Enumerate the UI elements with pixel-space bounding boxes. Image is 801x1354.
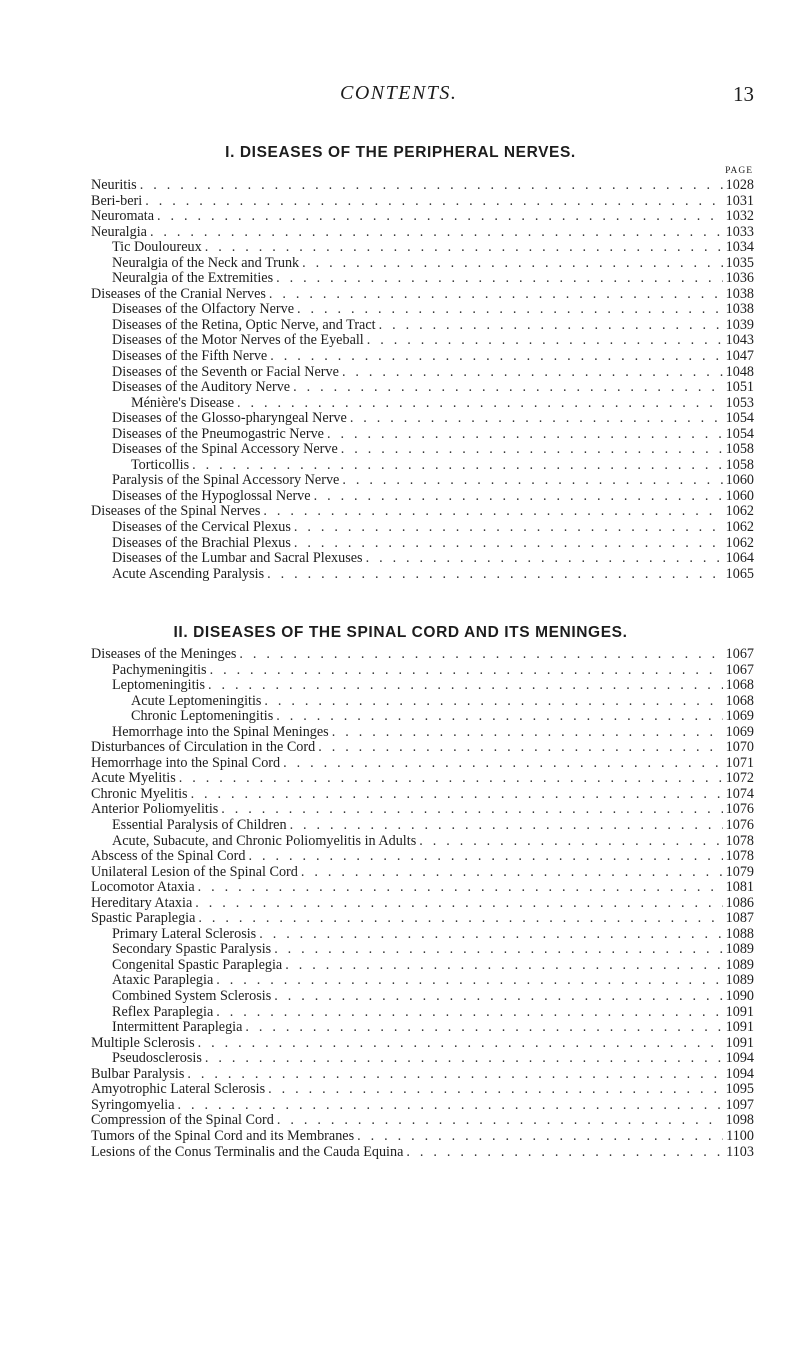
toc-entry-page-number: 1091 (725, 1035, 754, 1051)
toc-entry-title: Chronic Leptomeningitis (131, 709, 274, 725)
toc-entry-page-number: 1086 (725, 895, 754, 911)
dot-leader (297, 302, 723, 318)
toc-entry (91, 551, 754, 567)
toc-entry-page-number: 1062 (725, 504, 754, 520)
toc-entry-title: Diseases of the Cervical Plexus (112, 520, 291, 536)
toc-entry-title: Abscess of the Spinal Cord (91, 849, 246, 865)
toc-entry-title: Diseases of the Cranial Nerves (91, 286, 266, 302)
toc-entry (91, 973, 754, 989)
toc-entry (91, 365, 754, 381)
toc-entry-page-number: 1035 (725, 255, 754, 271)
toc-entry (91, 271, 754, 287)
dot-leader (314, 489, 723, 505)
dot-leader (293, 380, 723, 396)
toc-entry-page-number: 1081 (725, 880, 754, 896)
toc-entry-page-number: 1062 (725, 520, 754, 536)
dot-leader (294, 536, 723, 552)
dot-leader (267, 567, 723, 583)
toc-entry-title: Reflex Paraplegia (112, 1004, 214, 1020)
dot-leader (198, 880, 723, 896)
toc-entry-title: Acute Leptomeningitis (131, 693, 262, 709)
toc-entry-page-number: 1078 (725, 833, 754, 849)
toc-entry-page-number: 1091 (725, 1020, 754, 1036)
toc-entry-title: Diseases of the Brachial Plexus (112, 535, 291, 551)
toc-entry-title: Neuritis (91, 178, 137, 193)
toc-entry-title: Diseases of the Seventh or Facial Nerve (112, 364, 339, 380)
dot-leader (245, 1020, 722, 1036)
toc-entry (91, 896, 754, 912)
toc-entry (91, 865, 754, 881)
toc-entry-page-number: 1072 (725, 771, 754, 787)
toc-entry (91, 209, 754, 225)
toc-entry (91, 318, 754, 334)
toc-entry-title: Neuralgia of the Extremities (112, 271, 274, 287)
toc-entry-title: Diseases of the Olfactory Nerve (112, 302, 294, 318)
toc-entry-title: Spastic Paraplegia (91, 911, 196, 927)
toc-entry-title: Acute Ascending Paralysis (112, 566, 265, 582)
toc-entry-page-number: 1032 (725, 209, 754, 225)
toc-entry-page-number: 1054 (725, 426, 754, 442)
toc-entry-page-number: 1091 (725, 1004, 754, 1020)
toc-entry-page-number: 1038 (725, 302, 754, 318)
toc-list-peripheral-nerves (91, 178, 754, 582)
toc-entry (91, 647, 754, 663)
dot-leader (327, 427, 723, 443)
toc-entry (91, 333, 754, 349)
toc-entry-page-number: 1058 (725, 442, 754, 458)
toc-entry-title: Diseases of the Fifth Nerve (112, 349, 268, 365)
dot-leader (205, 1051, 723, 1067)
dot-leader (216, 973, 722, 989)
toc-entry-title: Tumors of the Spinal Cord and its Membranes (91, 1128, 355, 1144)
dot-leader (178, 1098, 723, 1114)
toc-entry (91, 536, 754, 552)
toc-entry (91, 787, 754, 803)
toc-entry (91, 849, 754, 865)
toc-entry (91, 1051, 754, 1067)
toc-entry-title: Neuralgia of the Neck and Trunk (112, 255, 300, 271)
toc-entry-title: Pseudosclerosis (112, 1051, 202, 1067)
toc-entry (91, 927, 754, 943)
toc-entry (91, 442, 754, 458)
toc-entry-title: Diseases of the Retina, Optic Nerve, and Tract (112, 317, 376, 333)
toc-list-spinal-cord (91, 647, 754, 1160)
toc-entry (91, 1145, 754, 1161)
dot-leader (277, 1113, 723, 1129)
toc-entry (91, 473, 754, 489)
toc-entry-title: Ataxic Paraplegia (112, 973, 214, 989)
dot-leader (210, 663, 723, 679)
toc-entry (91, 725, 754, 741)
toc-entry-page-number: 1100 (726, 1128, 754, 1144)
toc-entry-title: Diseases of the Spinal Accessory Nerve (112, 442, 338, 458)
toc-entry-page-number: 1033 (725, 224, 754, 240)
toc-entry (91, 958, 754, 974)
toc-entry-title: Secondary Spastic Paralysis (112, 942, 272, 958)
toc-entry-title: Diseases of the Hypoglossal Nerve (112, 488, 311, 504)
toc-entry-title: Combined System Sclerosis (112, 989, 272, 1005)
toc-entry-page-number: 1098 (725, 1113, 754, 1129)
toc-entry-title: Lesions of the Conus Terminalis and the Cauda Equina (91, 1144, 404, 1160)
toc-entry (91, 1082, 754, 1098)
toc-entry (91, 1067, 754, 1083)
toc-entry-page-number: 1074 (725, 786, 754, 802)
toc-entry-title: Compression of the Spinal Cord (91, 1113, 274, 1129)
toc-entry-page-number: 1031 (725, 193, 754, 209)
toc-entry (91, 1005, 754, 1021)
toc-entry-title: Unilateral Lesion of the Spinal Cord (91, 864, 298, 880)
toc-entry (91, 504, 754, 520)
toc-entry-page-number: 1087 (725, 911, 754, 927)
toc-entry (91, 1113, 754, 1129)
toc-entry-page-number: 1071 (725, 755, 754, 771)
toc-entry (91, 1020, 754, 1036)
dot-leader (270, 349, 722, 365)
dot-leader (367, 333, 723, 349)
dot-leader (332, 725, 723, 741)
dot-leader (276, 709, 722, 725)
toc-entry-title: Amyotrophic Lateral Sclerosis (91, 1082, 266, 1098)
dot-leader (269, 287, 723, 303)
dot-leader (205, 240, 723, 256)
toc-entry (91, 194, 754, 210)
toc-entry-page-number: 1094 (725, 1051, 754, 1067)
toc-entry-title: Anterior Poliomyelitis (91, 802, 219, 818)
toc-entry-title: Disturbances of Circulation in the Cord (91, 740, 316, 756)
dot-leader (145, 194, 722, 210)
toc-entry-page-number: 1065 (725, 566, 754, 582)
toc-entry-title: Intermittent Paraplegia (112, 1020, 243, 1036)
dot-leader (208, 678, 723, 694)
toc-entry-title: Chronic Myelitis (91, 786, 188, 802)
toc-entry-page-number: 1051 (725, 380, 754, 396)
toc-entry (91, 287, 754, 303)
toc-entry-page-number: 1089 (725, 942, 754, 958)
toc-entry-title: Hereditary Ataxia (91, 895, 193, 911)
toc-entry (91, 771, 754, 787)
toc-entry-page-number: 1047 (725, 349, 754, 365)
toc-entry-page-number: 1076 (725, 818, 754, 834)
toc-entry-title: Paralysis of the Spinal Accessory Nerve (112, 473, 340, 489)
toc-entry (91, 911, 754, 927)
dot-leader (157, 209, 723, 225)
toc-entry (91, 411, 754, 427)
section-heading-peripheral-nerves: I. DISEASES OF THE PERIPHERAL NERVES. (225, 144, 576, 161)
toc-entry-page-number: 1060 (725, 488, 754, 504)
dot-leader (239, 647, 722, 663)
toc-entry-page-number: 1088 (725, 926, 754, 942)
toc-entry-page-number: 1054 (725, 411, 754, 427)
toc-entry-page-number: 1036 (725, 271, 754, 287)
toc-entry-page-number: 1089 (725, 973, 754, 989)
toc-entry-page-number: 1079 (725, 864, 754, 880)
toc-entry-title: Diseases of the Motor Nerves of the Eyeball (112, 333, 364, 349)
toc-entry-title: Bulbar Paralysis (91, 1066, 185, 1082)
toc-entry-title: Pachymeningitis (112, 662, 207, 678)
dot-leader (276, 271, 722, 287)
dot-leader (419, 834, 722, 850)
toc-entry (91, 302, 754, 318)
dot-leader (264, 694, 722, 710)
toc-entry (91, 225, 754, 241)
toc-entry-title: Locomotor Ataxia (91, 880, 195, 896)
toc-entry-page-number: 1090 (725, 989, 754, 1005)
dot-leader (342, 365, 723, 381)
page-number: 13 (733, 82, 754, 106)
toc-entry-page-number: 1038 (725, 286, 754, 302)
toc-entry-page-number: 1067 (725, 662, 754, 678)
toc-entry-page-number: 1070 (725, 740, 754, 756)
toc-entry-title: Diseases of the Auditory Nerve (112, 380, 291, 396)
dot-leader (406, 1145, 723, 1161)
toc-entry-title: Diseases of the Spinal Nerves (91, 504, 261, 520)
dot-leader (274, 989, 722, 1005)
dot-leader (341, 442, 723, 458)
toc-entry (91, 756, 754, 772)
toc-entry (91, 989, 754, 1005)
toc-entry (91, 709, 754, 725)
toc-entry-page-number: 1068 (725, 693, 754, 709)
toc-entry-page-number: 1043 (725, 333, 754, 349)
toc-entry-title: Acute Myelitis (91, 771, 176, 787)
toc-entry-page-number: 1034 (725, 240, 754, 256)
toc-entry (91, 1098, 754, 1114)
toc-entry (91, 489, 754, 505)
dot-leader (342, 473, 722, 489)
toc-entry-title: Beri-beri (91, 193, 143, 209)
page-column-label: PAGE (725, 166, 753, 176)
dot-leader (150, 225, 723, 241)
toc-entry (91, 458, 754, 474)
dot-leader (216, 1005, 722, 1021)
dot-leader (221, 802, 722, 818)
toc-entry (91, 396, 754, 412)
toc-entry-page-number: 1078 (725, 849, 754, 865)
toc-entry-page-number: 1028 (725, 178, 754, 193)
dot-leader (187, 1067, 722, 1083)
toc-entry-title: Diseases of the Lumbar and Sacral Plexuses (112, 551, 363, 567)
toc-entry-page-number: 1069 (725, 709, 754, 725)
dot-leader (379, 318, 723, 334)
toc-entry-title: Leptomeningitis (112, 678, 205, 694)
dot-leader (285, 958, 722, 974)
dot-leader (263, 504, 722, 520)
dot-leader (237, 396, 723, 412)
toc-entry-title: Ménière's Disease (131, 395, 235, 411)
toc-entry-title: Acute, Subacute, and Chronic Poliomyelitis in Adults (112, 833, 417, 849)
running-head-title: CONTENTS. (340, 82, 458, 104)
toc-entry-title: Neuralgia (91, 224, 147, 240)
toc-entry (91, 240, 754, 256)
toc-entry-title: Hemorrhage into the Spinal Meninges (112, 724, 329, 740)
dot-leader (283, 756, 722, 772)
toc-entry-page-number: 1067 (725, 647, 754, 662)
toc-entry-page-number: 1064 (725, 551, 754, 567)
toc-entry (91, 520, 754, 536)
dot-leader (302, 256, 722, 272)
toc-entry-title: Diseases of the Glosso-pharyngeal Nerve (112, 411, 347, 427)
toc-entry-page-number: 1076 (725, 802, 754, 818)
dot-leader (366, 551, 723, 567)
toc-entry-title: Torticollis (131, 457, 190, 473)
toc-entry-page-number: 1103 (726, 1144, 754, 1160)
toc-entry-page-number: 1048 (725, 364, 754, 380)
toc-entry (91, 694, 754, 710)
toc-entry (91, 834, 754, 850)
dot-leader (259, 927, 722, 943)
running-head (0, 82, 801, 108)
toc-entry-page-number: 1058 (725, 457, 754, 473)
toc-entry-title: Congenital Spastic Paraplegia (112, 957, 283, 973)
dot-leader (192, 458, 723, 474)
dot-leader (294, 520, 723, 536)
toc-entry (91, 663, 754, 679)
toc-entry (91, 349, 754, 365)
toc-entry-title: Tic Douloureux (112, 240, 202, 256)
dot-leader (357, 1129, 723, 1145)
toc-entry-page-number: 1053 (725, 395, 754, 411)
toc-entry-page-number: 1089 (725, 957, 754, 973)
dot-leader (198, 911, 722, 927)
dot-leader (191, 787, 723, 803)
dot-leader (195, 896, 722, 912)
toc-entry-title: Neuromata (91, 209, 155, 225)
toc-entry (91, 1129, 754, 1145)
toc-entry-title: Diseases of the Meninges (91, 647, 237, 662)
section-heading-spinal-cord: II. DISEASES OF THE SPINAL CORD AND ITS MENINGES. (173, 624, 628, 641)
toc-entry-page-number: 1097 (725, 1097, 754, 1113)
toc-entry (91, 567, 754, 583)
dot-leader (140, 178, 723, 194)
toc-entry (91, 802, 754, 818)
dot-leader (274, 942, 722, 958)
toc-entry-page-number: 1094 (725, 1066, 754, 1082)
toc-entry-title: Essential Paralysis of Children (112, 818, 287, 834)
toc-entry (91, 1036, 754, 1052)
toc-entry (91, 427, 754, 443)
toc-entry (91, 678, 754, 694)
toc-entry-title: Hemorrhage into the Spinal Cord (91, 755, 281, 771)
toc-entry (91, 256, 754, 272)
toc-entry (91, 818, 754, 834)
dot-leader (248, 849, 722, 865)
dot-leader (318, 740, 722, 756)
toc-entry (91, 380, 754, 396)
toc-entry-title: Primary Lateral Sclerosis (112, 926, 257, 942)
toc-entry (91, 740, 754, 756)
toc-entry (91, 880, 754, 896)
toc-entry (91, 942, 754, 958)
toc-entry-page-number: 1069 (725, 724, 754, 740)
dot-leader (301, 865, 723, 881)
toc-entry-title: Syringomyelia (91, 1097, 175, 1113)
toc-entry-page-number: 1095 (725, 1082, 754, 1098)
dot-leader (350, 411, 723, 427)
dot-leader (179, 771, 723, 787)
toc-entry-page-number: 1039 (725, 317, 754, 333)
toc-entry-page-number: 1062 (725, 535, 754, 551)
toc-entry-page-number: 1060 (725, 473, 754, 489)
toc-entry-title: Multiple Sclerosis (91, 1035, 195, 1051)
dot-leader (290, 818, 723, 834)
toc-entry-page-number: 1068 (725, 678, 754, 694)
toc-entry (91, 178, 754, 194)
dot-leader (268, 1082, 722, 1098)
toc-entry-title: Diseases of the Pneumogastric Nerve (112, 426, 324, 442)
dot-leader (198, 1036, 723, 1052)
